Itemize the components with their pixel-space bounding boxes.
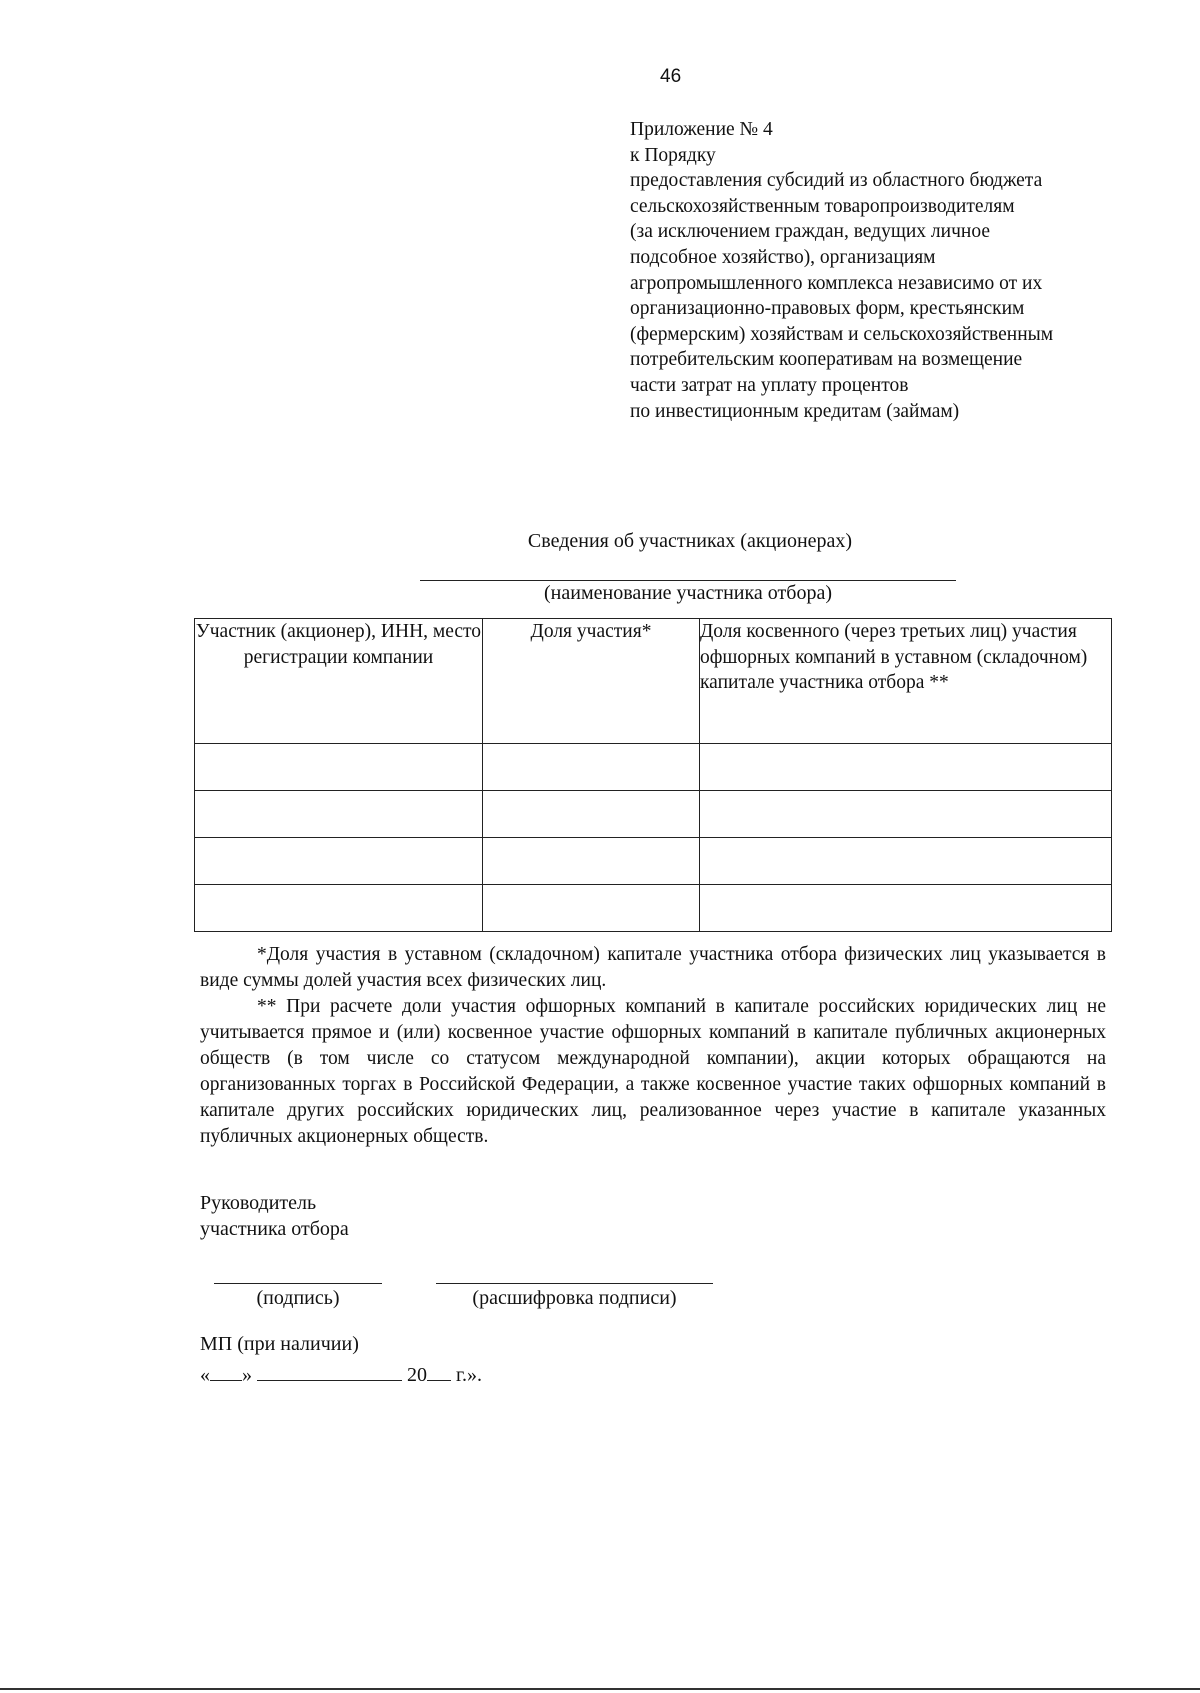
- table-cell[interactable]: [483, 885, 700, 932]
- footnote-offshore: ** При расчете доли участия офшорных компаний в капитале российских юридических лиц не учитывается прямое и (или) косвенное участие офшорных компаний в капитале публичных акционерных обществ (в том числе со статусом международной компании), акции которых обращаются на организованных торгах в Российской Федерации, а также косвенное участие таких офшорных компаний в капитале других российских юридических лиц, реализованное через участие в капитале указанных публичных акционерных обществ.: [200, 996, 1106, 1147]
- signature-caption: (подпись): [256, 1287, 340, 1309]
- signature-decoding-line: [436, 1283, 713, 1284]
- year-prefix: 20: [407, 1364, 427, 1386]
- table-row: [195, 791, 1112, 838]
- table-cell[interactable]: [483, 791, 700, 838]
- signer-block: [200, 1190, 349, 1242]
- table-cell[interactable]: [700, 885, 1112, 932]
- date-close-quote: »: [242, 1364, 252, 1386]
- appendix-line: организационно-правовых форм, крестьянским: [630, 298, 1025, 320]
- form-title: Сведения об участниках (акционерах): [527, 530, 853, 552]
- signature-decoding-caption: (расшифровка подписи): [472, 1287, 677, 1309]
- stamp-label: МП (при наличии): [200, 1333, 359, 1355]
- footnotes: [200, 942, 1106, 1150]
- column-header-offshore-share: Доля косвенного (через третьих лиц) участия офшорных компаний в уставном (складочном) капитале участника отбора **: [700, 619, 1112, 744]
- appendix-line: к Порядку: [630, 144, 716, 166]
- column-header-share: Доля участия*: [483, 619, 700, 744]
- appendix-line: потребительским кооперативам на возмещение: [630, 349, 1023, 371]
- appendix-line: части затрат на уплату процентов: [630, 374, 909, 396]
- table-cell[interactable]: [483, 744, 700, 791]
- table-row: [195, 885, 1112, 932]
- date-suffix: г.».: [456, 1364, 482, 1386]
- table-cell[interactable]: [195, 885, 483, 932]
- table-cell[interactable]: [195, 744, 483, 791]
- appendix-line: (за исключением граждан, ведущих личное: [630, 221, 990, 243]
- column-header-participant: Участник (акционер), ИНН, место регистрации компании: [195, 619, 483, 744]
- table-cell[interactable]: [195, 838, 483, 885]
- footnote-share: *Доля участия в уставном (складочном) капитале участника отбора физических лиц указывается в виде суммы долей участия всех физических лиц.: [200, 944, 1106, 991]
- appendix-line: агропромышленного комплекса независимо от их: [630, 272, 1043, 294]
- appendix-line: (фермерским) хозяйствам и сельскохозяйственным: [630, 323, 1054, 345]
- table-cell[interactable]: [483, 838, 700, 885]
- table-row: [195, 838, 1112, 885]
- appendix-line: сельскохозяйственным товаропроизводителям: [630, 195, 1015, 217]
- table-header-row: [195, 619, 1112, 744]
- table-cell[interactable]: [700, 838, 1112, 885]
- signer-subtitle: участника отбора: [200, 1218, 349, 1240]
- table-row: [195, 744, 1112, 791]
- appendix-line: предоставления субсидий из областного бюджета: [630, 170, 1043, 192]
- day-blank: [210, 1360, 242, 1381]
- participant-name-line: [420, 580, 956, 581]
- signature-line: [214, 1283, 382, 1284]
- date-open-quote: «: [200, 1364, 210, 1386]
- month-blank: [257, 1360, 402, 1381]
- date-line: [200, 1360, 482, 1387]
- bottom-edge-rule: [0, 1688, 1200, 1690]
- appendix-line: Приложение № 4: [630, 119, 773, 140]
- table-cell[interactable]: [700, 744, 1112, 791]
- participant-name-caption: (наименование участника отбора): [544, 582, 832, 604]
- signer-title: Руководитель: [200, 1192, 317, 1214]
- year-blank: [427, 1360, 451, 1381]
- participants-table: [194, 618, 1112, 932]
- appendix-line: подсобное хозяйство), организациям: [630, 246, 936, 268]
- appendix-header: [630, 117, 1150, 424]
- table-cell[interactable]: [700, 791, 1112, 838]
- appendix-line: по инвестиционным кредитам (займам): [630, 400, 960, 422]
- table-cell[interactable]: [195, 791, 483, 838]
- page-number: 46: [660, 66, 682, 87]
